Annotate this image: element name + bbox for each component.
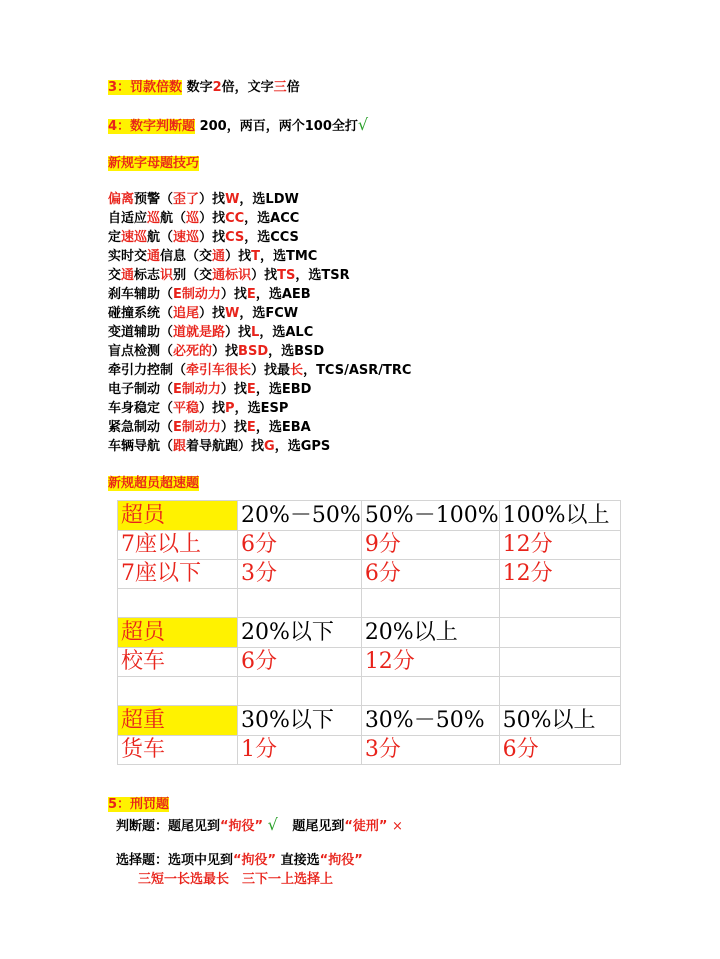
term-detention: “拘役” (319, 853, 363, 868)
tech-tip-text: ，选TSR (295, 268, 350, 283)
tech-tip-keyword: 偏离 (108, 192, 135, 207)
tech-tip-keyword: W (225, 192, 240, 207)
tech-tip-keyword: 追尾 (173, 306, 200, 321)
table-cell: 3分 (361, 736, 499, 765)
choice-prefix: 选择题：选项中见到 (116, 853, 234, 868)
tech-tip-keyword: E (246, 287, 256, 302)
table-cell: 超员 (118, 501, 238, 531)
section-5-label: 5：刑罚题 (108, 797, 170, 812)
overload-title-text: 新规超员超速题 (108, 476, 200, 491)
overload-title (108, 474, 199, 493)
tech-tip-text: ，选BSD (268, 344, 325, 359)
tech-tip-row (108, 304, 411, 323)
table-row (118, 560, 621, 589)
table-cell: 校车 (118, 648, 238, 677)
table-cell: 6分 (238, 648, 362, 677)
table-row (118, 736, 621, 765)
table-row (118, 677, 621, 706)
table-cell (499, 618, 620, 648)
table-cell (499, 648, 620, 677)
tech-tip-text: 刹车辅助（ (108, 287, 174, 302)
tech-tip-text: 电子制动（ (108, 382, 174, 397)
tech-tip-text: 航（ (147, 230, 174, 245)
tech-tip-row (108, 209, 411, 228)
table-cell: 12分 (361, 648, 499, 677)
tech-tip-keyword: E (246, 382, 256, 397)
tech-tip-keyword: 通标识 (212, 268, 252, 283)
check-icon: √ (357, 115, 369, 134)
tech-tip-text: 牵引力控制（ (108, 363, 187, 378)
tech-tip-text: 自适应 (108, 211, 148, 226)
table-row (118, 501, 621, 531)
section-3-text: 倍 (286, 80, 300, 95)
table-cell (499, 589, 620, 618)
section-4-label: 4：数字判断题 (108, 119, 196, 134)
tech-tip-keyword: G (264, 439, 275, 454)
table-row (118, 648, 621, 677)
tech-tip-keyword: E (246, 420, 256, 435)
table-row (118, 618, 621, 648)
tech-tip-text: 变道辅助（ (108, 325, 174, 340)
tech-tip-text: 盲点检测（ (108, 344, 174, 359)
tech-tip-keyword: E制动力 (173, 382, 221, 397)
table-cell: 货车 (118, 736, 238, 765)
tech-tip-text: ）找 (199, 192, 226, 207)
tech-tip-text: ）找 (212, 344, 239, 359)
table-row (118, 706, 621, 736)
tech-tip-text: ，选LDW (239, 192, 299, 207)
tech-tip-row (108, 285, 411, 304)
tech-tip-text: ，选AEB (255, 287, 311, 302)
tech-tip-keyword: 通 (147, 249, 161, 264)
tech-tip-text: 标志 (134, 268, 161, 283)
text-multiplier: 三 (273, 80, 287, 95)
check-icon: √ (267, 815, 278, 834)
table-cell (118, 589, 238, 618)
tech-tip-text: ）找 (251, 268, 278, 283)
tech-tip-row (108, 380, 411, 399)
tech-tip-row (108, 190, 411, 209)
tech-tip-keyword: W (225, 306, 240, 321)
tech-tip-text: 信息（交 (160, 249, 213, 264)
tech-tip-text: ）找 (220, 382, 247, 397)
term-detention: “拘役” (233, 853, 277, 868)
tech-tip-row (108, 399, 411, 418)
tech-tip-text: ，选GPS (274, 439, 331, 454)
judge-prefix: 判断题：题尾见到 (116, 819, 221, 834)
table-cell: 30%以下 (238, 706, 362, 736)
tech-tip-text: ，选CCS (244, 230, 299, 245)
tech-tip-text: 车身稳定（ (108, 401, 174, 416)
table-cell: 6分 (238, 531, 362, 560)
tech-tip-text: ）找最 (251, 363, 291, 378)
tech-tips-title-text: 新规字母题技巧 (108, 156, 200, 171)
table-cell (499, 677, 620, 706)
table-row (118, 531, 621, 560)
table-cell: 30%－50% (361, 706, 499, 736)
section-3-label: 3：罚款倍数 (108, 80, 183, 95)
table-cell: 超员 (118, 618, 238, 648)
section-3-text: 倍，文字 (221, 80, 274, 95)
table-cell (238, 677, 362, 706)
tech-tip-text: ）找 (199, 306, 226, 321)
cross-icon: × (392, 819, 403, 834)
tech-tip-text: 预警（ (134, 192, 174, 207)
choice-tip (138, 870, 333, 889)
number-multiplier: 2 (212, 80, 222, 95)
tech-tip-row (108, 361, 411, 380)
choice-tip-text: 三短一长选最长 三下一上选择上 (138, 872, 334, 887)
table-cell: 9分 (361, 531, 499, 560)
tech-tip-text: ，TCS/ASR/TRC (303, 363, 412, 378)
tech-tip-text: ）找 (199, 230, 226, 245)
section-3-text: 数字 (186, 80, 213, 95)
section-3 (108, 78, 300, 97)
tech-tip-text: ）找 (225, 249, 252, 264)
tech-tip-text: 定 (108, 230, 122, 245)
tech-tip-keyword: 道就是路 (173, 325, 226, 340)
tech-tip-keyword: 通 (212, 249, 226, 264)
table-row (118, 589, 621, 618)
table-cell: 超重 (118, 706, 238, 736)
tech-tip-text: ，选ALC (259, 325, 314, 340)
tech-tip-row (108, 437, 411, 456)
tech-tip-keyword: 长 (290, 363, 304, 378)
tech-tip-keyword: 巡 (186, 211, 200, 226)
tech-tip-keyword: P (225, 401, 235, 416)
tech-tip-keyword: 跟 (173, 439, 187, 454)
table-cell: 20%以下 (238, 618, 362, 648)
tech-tip-keyword: T (251, 249, 260, 264)
tech-tips-title (108, 154, 199, 173)
table-cell: 20%以上 (361, 618, 499, 648)
tech-tip-keyword: 巡 (147, 211, 161, 226)
tech-tip-text: 车辆导航（ (108, 439, 174, 454)
table-cell: 7座以下 (118, 560, 238, 589)
tech-tip-keyword: 平稳 (173, 401, 200, 416)
tech-tip-keyword: E制动力 (173, 420, 221, 435)
term-imprisonment: “徒刑” (344, 819, 388, 834)
tech-tip-text: 别（交 (173, 268, 213, 283)
table-cell (361, 589, 499, 618)
tech-tip-keyword: L (251, 325, 260, 340)
section-5-title (108, 795, 169, 814)
table-cell: 50%以上 (499, 706, 620, 736)
tech-tip-row (108, 323, 411, 342)
tech-tip-keyword: TS (277, 268, 296, 283)
tech-tip-keyword: 牵引车很长 (186, 363, 252, 378)
section-4 (108, 115, 368, 136)
tech-tip-row (108, 342, 411, 361)
tech-tip-text: 航（ (160, 211, 187, 226)
tech-tip-keyword: 速巡 (121, 230, 148, 245)
tech-tip-text: ）找 (220, 287, 247, 302)
table-cell: 6分 (361, 560, 499, 589)
table-cell: 50%－100% (361, 501, 499, 531)
table-cell: 20%－50% (238, 501, 362, 531)
table-cell: 1分 (238, 736, 362, 765)
table-cell: 12分 (499, 531, 620, 560)
tech-tip-text: ，选ESP (234, 401, 289, 416)
tech-tip-keyword: E制动力 (173, 287, 221, 302)
tech-tip-text: 着导航跑）找 (186, 439, 265, 454)
choice-mid: 直接选 (280, 853, 320, 868)
section-4-text: 200，两百，两个100全打 (199, 119, 358, 134)
table-cell (238, 589, 362, 618)
tech-tip-text: 实时交 (108, 249, 148, 264)
overload-table (117, 500, 621, 765)
tech-tip-text: ，选FCW (239, 306, 299, 321)
choice-rule (116, 851, 363, 870)
term-detention: “拘役” (220, 819, 264, 834)
tech-tip-text: 交 (108, 268, 122, 283)
tech-tip-keyword: CC (225, 211, 245, 226)
tech-tip-text: ，选EBD (255, 382, 312, 397)
tech-tip-row (108, 266, 411, 285)
tech-tip-text: 碰撞系统（ (108, 306, 174, 321)
tech-tip-keyword: BSD (238, 344, 269, 359)
judge-mid: 题尾见到 (292, 819, 345, 834)
tech-tip-text: ）找 (199, 401, 226, 416)
tech-tip-text: ，选EBA (255, 420, 311, 435)
tech-tip-text: 紧急制动（ (108, 420, 174, 435)
tech-tip-keyword: CS (225, 230, 245, 245)
tech-tip-row (108, 228, 411, 247)
tech-tips-list (108, 190, 411, 456)
judge-rule (116, 815, 403, 836)
tech-tip-text: ）找 (220, 420, 247, 435)
table-cell (118, 677, 238, 706)
table-cell: 7座以上 (118, 531, 238, 560)
table-cell (361, 677, 499, 706)
table-cell: 100%以上 (499, 501, 620, 531)
tech-tip-text: ）找 (199, 211, 226, 226)
tech-tip-text: ）找 (225, 325, 252, 340)
tech-tip-keyword: 必死的 (173, 344, 213, 359)
table-cell: 3分 (238, 560, 362, 589)
table-cell: 6分 (499, 736, 620, 765)
tech-tip-keyword: 识 (160, 268, 174, 283)
tech-tip-keyword: 歪了 (173, 192, 200, 207)
table-cell: 12分 (499, 560, 620, 589)
tech-tip-row (108, 247, 411, 266)
tech-tip-keyword: 速巡 (173, 230, 200, 245)
tech-tip-row (108, 418, 411, 437)
tech-tip-text: ，选ACC (244, 211, 300, 226)
tech-tip-text: ，选TMC (259, 249, 318, 264)
tech-tip-keyword: 通 (121, 268, 135, 283)
